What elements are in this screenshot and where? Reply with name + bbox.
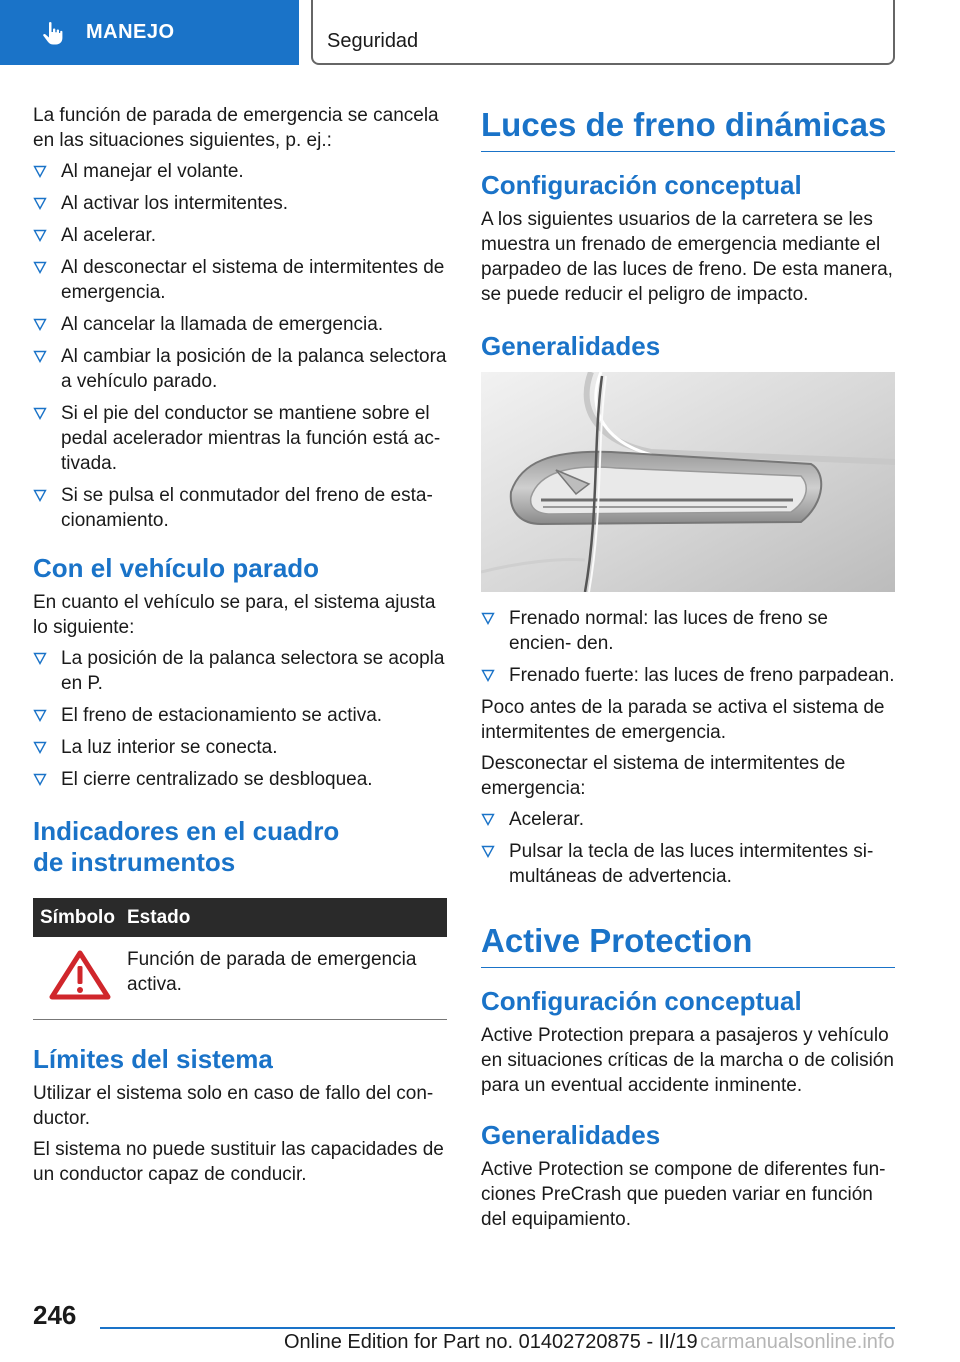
- list-item: [33, 703, 447, 728]
- list-item: [481, 839, 895, 889]
- list-item: [33, 401, 447, 476]
- list-item: [33, 312, 447, 337]
- list-item: [33, 191, 447, 216]
- edition-text: Online Edition for Part no. 01402720875 - II/19: [284, 1331, 698, 1353]
- triangle-bullet-icon: [33, 260, 47, 274]
- triangle-bullet-icon: [481, 668, 495, 682]
- list-item: [33, 483, 447, 533]
- triangle-bullet-icon: [481, 611, 495, 625]
- right-column: [481, 103, 895, 1238]
- list-item: [33, 646, 447, 696]
- triangle-bullet-icon: [33, 708, 47, 722]
- concept-heading: Configuración conceptual: [481, 170, 802, 200]
- col-symbol: Símbolo: [40, 907, 115, 928]
- list-item: [33, 255, 447, 305]
- indicator-table: [33, 898, 447, 1020]
- warning-triangle-icon: [48, 949, 112, 1001]
- col-state: Estado: [127, 907, 191, 928]
- list-item-text: Al manejar el volante.: [61, 161, 244, 182]
- indicators-heading-line-2: de instrumentos: [33, 847, 236, 877]
- list-item-text: Frenado fuerte: las luces de freno parpadean.: [509, 665, 895, 686]
- triangle-bullet-icon: [33, 317, 47, 331]
- active-protection-title: Active Protection: [481, 919, 895, 968]
- list-item: [33, 159, 447, 184]
- triangle-bullet-icon: [33, 651, 47, 665]
- list-item: [33, 735, 447, 760]
- indicators-heading-line-1: Indicadores en el cuadro: [33, 816, 340, 846]
- triangle-bullet-icon: [33, 740, 47, 754]
- list-item-text: Al activar los intermitentes.: [61, 193, 289, 214]
- limits-text-1: Utilizar el sistema solo en caso de fallo del con- ductor.: [33, 1083, 434, 1129]
- stopped-list: [33, 646, 447, 792]
- triangle-bullet-icon: [33, 164, 47, 178]
- section-tab[interactable]: [0, 0, 299, 65]
- concept-text: A los siguientes usuarios de la carretera se les muestra un frenado de emergencia mediante el parpadeo de las luces de freno. De esta manera, se puede reducir el peligro de impacto.: [481, 209, 893, 305]
- list-item: [481, 807, 895, 832]
- brake-lights-title: Luces de freno dinámicas: [481, 103, 895, 152]
- stopped-intro: En cuanto el vehículo se para, el sistema ajusta lo siguiente:: [33, 592, 436, 638]
- triangle-bullet-icon: [33, 349, 47, 363]
- list-item-text: Frenado normal: las luces de freno se encien- den.: [509, 608, 828, 654]
- triangle-bullet-icon: [33, 228, 47, 242]
- triangle-bullet-icon: [33, 488, 47, 502]
- section-label: Seguridad: [327, 30, 419, 52]
- list-item-text: El cierre centralizado se desbloquea.: [61, 769, 373, 790]
- table-header: [33, 898, 447, 937]
- list-item-text: Al acelerar.: [61, 225, 157, 246]
- list-item: [481, 606, 895, 656]
- ap-concept-text: Active Protection prepara a pasajeros y vehículo en situaciones críticas de la marcha o de colisión para un eventual accidente inminente.: [481, 1025, 894, 1096]
- ap-general-heading: Generalidades: [481, 1120, 661, 1150]
- list-item-text: La posición de la palanca selectora se acopla en P.: [61, 648, 445, 694]
- limits-heading: Límites del sistema: [33, 1044, 273, 1074]
- symbol-cell: [33, 947, 127, 1001]
- triangle-bullet-icon: [33, 196, 47, 210]
- disconnect-list: [481, 807, 895, 889]
- list-item-text: El freno de estacionamiento se activa.: [61, 705, 383, 726]
- ap-general-text: Active Protection se compone de diferentes fun- ciones PreCrash que pueden variar en función del equipamiento.: [481, 1159, 886, 1230]
- brake-text-2: Desconectar el sistema de intermitentes de emergencia:: [481, 753, 846, 799]
- list-item-text: Al desconectar el sistema de intermitentes de emergencia.: [61, 257, 445, 303]
- list-item-text: Pulsar la tecla de las luces intermitentes si- multáneas de advertencia.: [509, 841, 874, 887]
- triangle-bullet-icon: [481, 844, 495, 858]
- page-number: 246: [33, 1300, 77, 1330]
- list-item: [481, 663, 895, 688]
- list-item-text: Acelerar.: [509, 809, 584, 830]
- section-header: [311, 0, 895, 65]
- table-row: [33, 937, 447, 1019]
- general-heading: Generalidades: [481, 331, 661, 361]
- list-item: [33, 344, 447, 394]
- list-item-text: Al cancelar la llamada de emergencia.: [61, 314, 384, 335]
- list-item: [33, 223, 447, 248]
- section-tab-label: MANEJO: [86, 21, 175, 43]
- state-cell: Función de parada de emergencia activa.: [127, 949, 417, 995]
- list-item: [33, 767, 447, 792]
- ap-concept-heading: Configuración conceptual: [481, 986, 802, 1016]
- brake-list: [481, 606, 895, 688]
- brake-text-1: Poco antes de la parada se activa el sistema de intermitentes de emergencia.: [481, 697, 885, 743]
- stopped-heading: Con el vehículo parado: [33, 553, 320, 583]
- watermark: carmanualsonline.info: [700, 1331, 895, 1353]
- triangle-bullet-icon: [33, 772, 47, 786]
- list-item-text: La luz interior se conecta.: [61, 737, 278, 758]
- footer-divider: [100, 1327, 895, 1329]
- rear-light-illustration: [481, 372, 895, 592]
- hand-pointing-icon: [40, 20, 66, 46]
- indicators-heading: [33, 816, 447, 878]
- list-item-text: Al cambiar la posición de la palanca selectora a vehículo parado.: [61, 346, 447, 392]
- triangle-bullet-icon: [33, 406, 47, 420]
- list-item-text: Si el pie del conductor se mantiene sobre el pedal acelerador mientras la función está ac- tivada.: [61, 403, 441, 474]
- cancel-list: [33, 159, 447, 533]
- left-column: [33, 103, 447, 1193]
- triangle-bullet-icon: [481, 812, 495, 826]
- limits-text-2: El sistema no puede sustituir las capacidades de un conductor capaz de conducir.: [33, 1139, 444, 1185]
- cancel-intro: La función de parada de emergencia se cancela en las situaciones siguientes, p. ej.:: [33, 105, 439, 151]
- list-item-text: Si se pulsa el conmutador del freno de esta- cionamiento.: [61, 485, 433, 531]
